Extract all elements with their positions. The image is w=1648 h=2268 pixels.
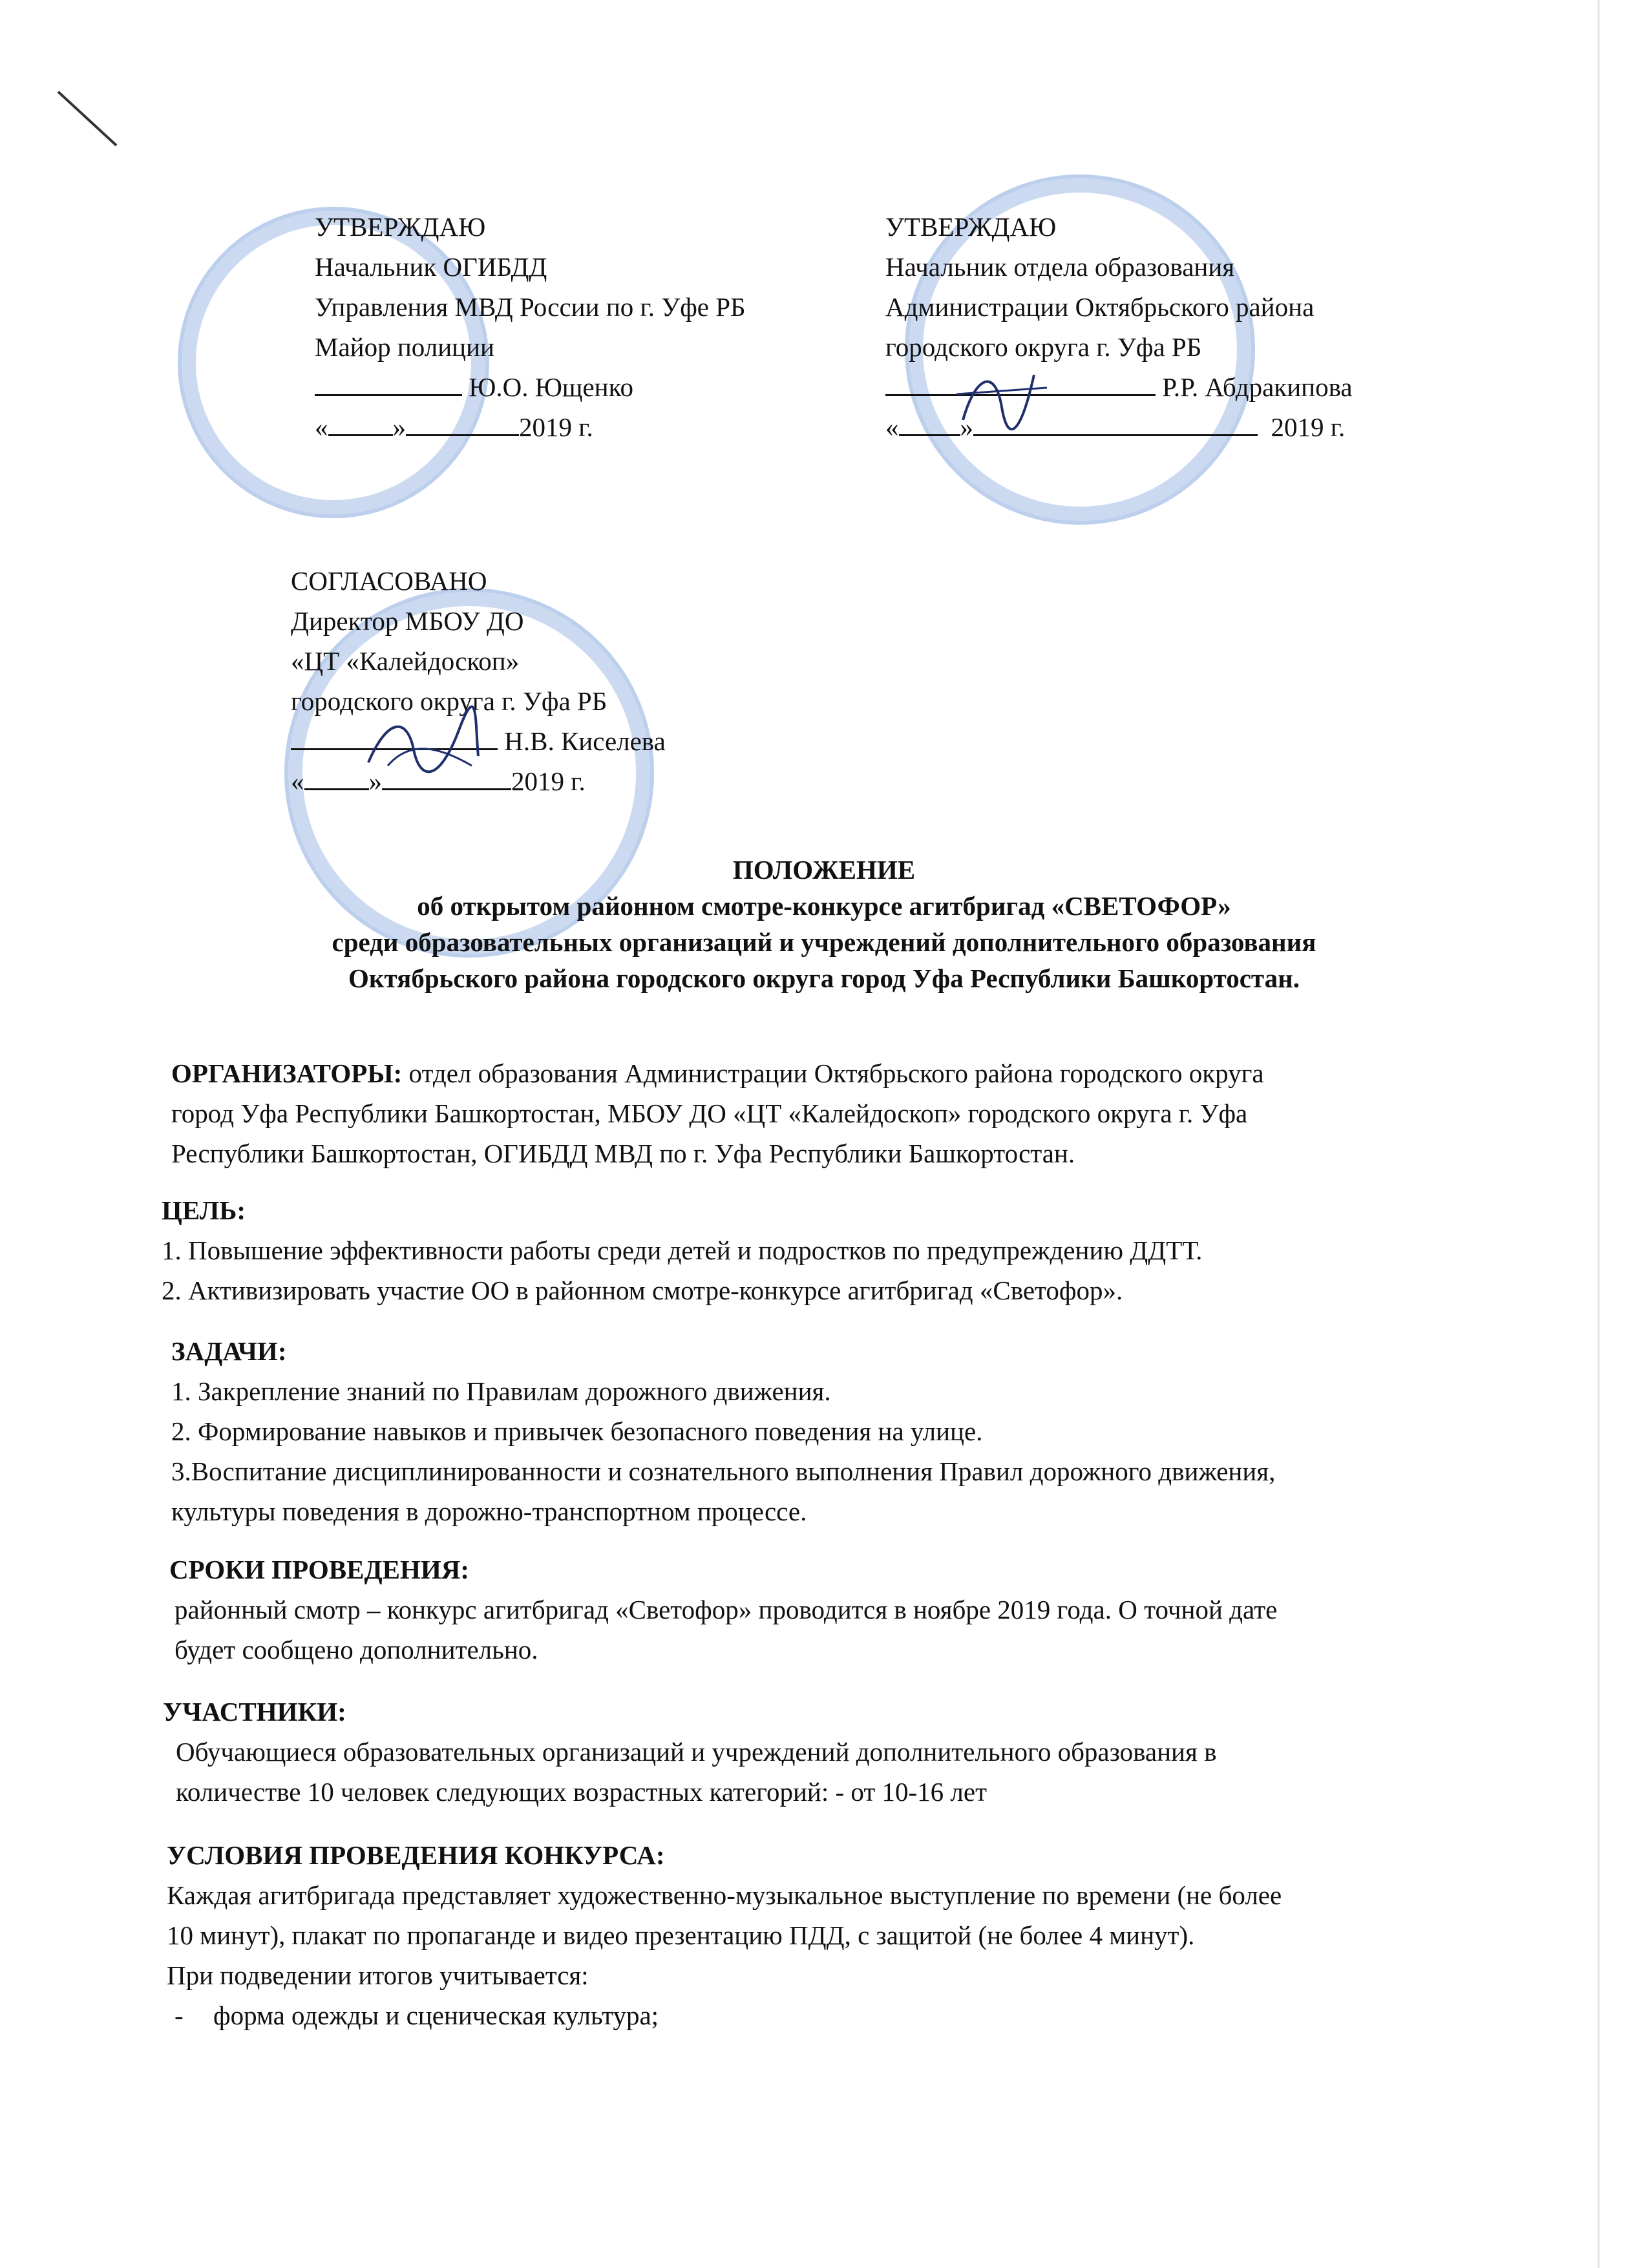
approve-left-line: Начальник ОГИБДД	[315, 252, 547, 282]
section-participants	[163, 1692, 1514, 1812]
agreed-line: городского округа г. Уфа РБ	[291, 686, 607, 716]
goal-item: 1. Повышение эффективности работы среди детей и подростков по предупреждению ДДТТ.	[162, 1235, 1203, 1265]
conditions-bullet-text: форма одежды и сценическая культура;	[213, 2000, 659, 2030]
goal-label: ЦЕЛЬ:	[162, 1195, 246, 1225]
month-blank	[973, 408, 1258, 436]
approve-right-title: УТВЕРЖДАЮ	[885, 212, 1057, 242]
conditions-bullet-item	[167, 1995, 1517, 2035]
organizers-label: ОРГАНИЗАТОРЫ:	[171, 1058, 403, 1088]
conditions-text: Каждая агитбригада представляет художественно-музыкальное выступление по времени (не более	[167, 1880, 1282, 1910]
conditions-label: УСЛОВИЯ ПРОВЕДЕНИЯ КОНКУРСА:	[167, 1840, 665, 1870]
approve-right-block	[885, 207, 1353, 447]
conditions-text: 10 минут), плакат по пропаганде и видео презентацию ПДД, с защитой (не более 4 минут).	[167, 1920, 1195, 1950]
approve-left-line: Управления МВД России по г. Уфе РБ	[315, 292, 746, 322]
date-close-quote: »	[960, 412, 973, 442]
month-blank	[406, 408, 519, 436]
date-close-quote: »	[392, 412, 406, 442]
approve-right-line: городского округа г. Уфа РБ	[885, 332, 1202, 362]
approve-left-line: Майор полиции	[315, 332, 494, 362]
section-dates	[169, 1549, 1520, 1670]
bullet-dash: -	[174, 2000, 184, 2030]
tasks-item: 3.Воспитание дисциплинированности и сознательного выполнения Правил дорожного движения,	[171, 1456, 1276, 1486]
dates-text: будет сообщено дополнительно.	[174, 1635, 538, 1664]
heading-line: Октябрьского района городского округа город Уфа Республики Башкортостан.	[348, 963, 1300, 993]
signature-blank	[315, 368, 462, 396]
day-blank	[328, 408, 393, 436]
heading-title: ПОЛОЖЕНИЕ	[732, 855, 916, 885]
section-goal	[162, 1190, 1512, 1310]
day-blank	[304, 762, 369, 790]
approve-left-signature-line	[315, 367, 746, 407]
section-tasks	[171, 1331, 1522, 1531]
dates-text: районный смотр – конкурс агитбригад «Светофор» проводится в ноябре 2019 года. О точной дате	[174, 1595, 1278, 1624]
conditions-text: При подведении итогов учитывается:	[167, 1960, 589, 1990]
agreed-title: СОГЛАСОВАНО	[291, 566, 487, 596]
signature-blank	[291, 722, 498, 750]
approve-right-year: 2019 г.	[1271, 412, 1346, 442]
agreed-line: «ЦТ «Калейдоскоп»	[291, 646, 520, 676]
approve-left-year: 2019 г.	[519, 412, 593, 442]
tasks-item: 1. Закрепление знаний по Правилам дорожного движения.	[171, 1376, 831, 1406]
tasks-item: 2. Формирование навыков и привычек безопасного поведения на улице.	[171, 1416, 983, 1446]
approve-left-block	[315, 207, 746, 447]
date-open-quote: «	[885, 412, 899, 442]
approve-right-signer: Р.Р. Абдракипова	[1162, 372, 1353, 402]
organizers-text: город Уфа Республики Башкортостан, МБОУ ДО «ЦТ «Калейдоскоп» городского округа г. Уфа	[171, 1098, 1248, 1128]
organizers-text: Республики Башкортостан, ОГИБДД МВД по г. Уфа Республики Башкортостан.	[171, 1139, 1075, 1168]
organizers-text: отдел образования Администрации Октябрьского района городского округа	[402, 1058, 1264, 1088]
approve-right-date-line	[885, 407, 1353, 447]
date-open-quote: «	[291, 766, 304, 796]
scan-mark-icon	[52, 84, 123, 155]
approve-left-signer: Ю.О. Ющенко	[469, 372, 633, 402]
signature-blank	[885, 368, 1156, 396]
scan-edge-divider	[1598, 0, 1600, 2268]
approve-left-title: УТВЕРЖДАЮ	[315, 212, 486, 242]
month-blank	[382, 762, 511, 790]
agreed-line: Директор МБОУ ДО	[291, 606, 524, 636]
agreed-block	[291, 561, 666, 801]
document-heading	[0, 852, 1648, 996]
participants-text: Обучающиеся образовательных организаций и учреждений дополнительного образования в	[176, 1737, 1217, 1767]
agreed-signer: Н.В. Киселева	[504, 726, 666, 756]
approve-right-signature-line	[885, 367, 1353, 407]
tasks-item: культуры поведения в дорожно-транспортном процессе.	[171, 1496, 807, 1526]
participants-label: УЧАСТНИКИ:	[163, 1697, 346, 1727]
agreed-date-line	[291, 761, 666, 801]
agreed-signature-line	[291, 721, 666, 761]
day-blank	[899, 408, 960, 436]
section-conditions	[167, 1835, 1517, 2035]
approve-right-line: Начальник отдела образования	[885, 252, 1235, 282]
goal-item: 2. Активизировать участие ОО в районном смотре-конкурсе агитбригад «Светофор».	[162, 1276, 1123, 1305]
dates-label: СРОКИ ПРОВЕДЕНИЯ:	[169, 1555, 470, 1584]
agreed-year: 2019 г.	[511, 766, 586, 796]
approve-left-date-line	[315, 407, 746, 447]
heading-line: среди образовательных организаций и учреждений дополнительного образования	[332, 927, 1316, 957]
date-close-quote: »	[368, 766, 382, 796]
participants-text: количестве 10 человек следующих возрастных категорий: - от 10-16 лет	[176, 1777, 988, 1807]
approve-right-line: Администрации Октябрьского района	[885, 292, 1315, 322]
tasks-label: ЗАДАЧИ:	[171, 1336, 287, 1366]
section-organizers	[171, 1053, 1522, 1173]
heading-line: об открытом районном смотре-конкурсе агитбригад «СВЕТОФОР»	[417, 891, 1231, 921]
date-open-quote: «	[315, 412, 328, 442]
